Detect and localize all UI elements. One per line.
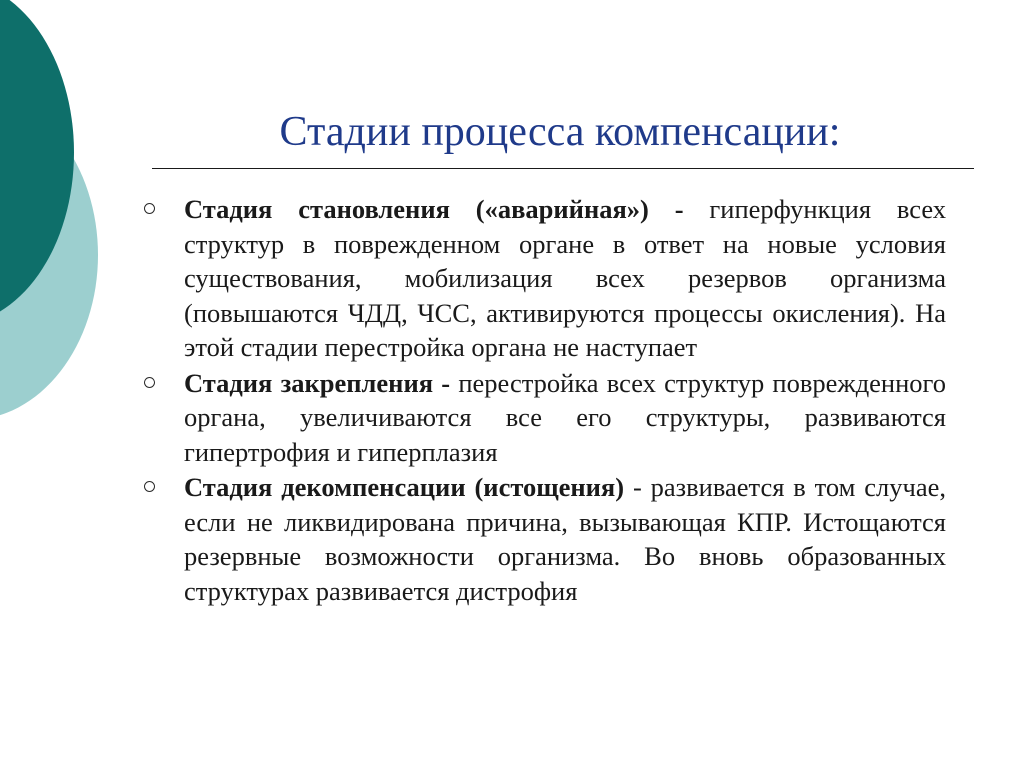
bullet-term: Стадия закрепления -: [184, 367, 451, 398]
bullet-item-consolidation: [184, 366, 946, 470]
bullet-text: перестройка всех структур поврежденного органа, увеличиваются все его структуры, развиваются гипертрофия и гиперплазия: [184, 367, 947, 467]
circle-bullet-icon: [144, 481, 155, 492]
circle-bullet-icon: [144, 203, 155, 214]
bullet-term: Стадия декомпенсации (истощения): [184, 472, 625, 502]
bullet-list: [184, 192, 946, 609]
bullet-text: гиперфункция всех структур в поврежденном органе в ответ на новые условия существования, мобилизация всех резервов организма (повышаются ЧДД, ЧСС, активируются процессы окисления). На этой стадии перестройка органа не наступает: [184, 194, 946, 362]
slide-title: Стадии процесса компенсации:: [279, 109, 841, 155]
circle-bullet-icon: [144, 377, 155, 388]
bullet-item-formation: [184, 192, 946, 365]
title-divider: [152, 168, 974, 169]
bullet-text: - развивается в том случае, если не ликвидирована причина, вызывающая КПР. Истощаются резервные возможности организма. Во вновь образованных структурах развивается дистрофия: [184, 472, 946, 606]
bullet-item-decompensation: [184, 470, 946, 608]
bullet-term: Стадия становления («аварийная») -: [184, 194, 684, 224]
